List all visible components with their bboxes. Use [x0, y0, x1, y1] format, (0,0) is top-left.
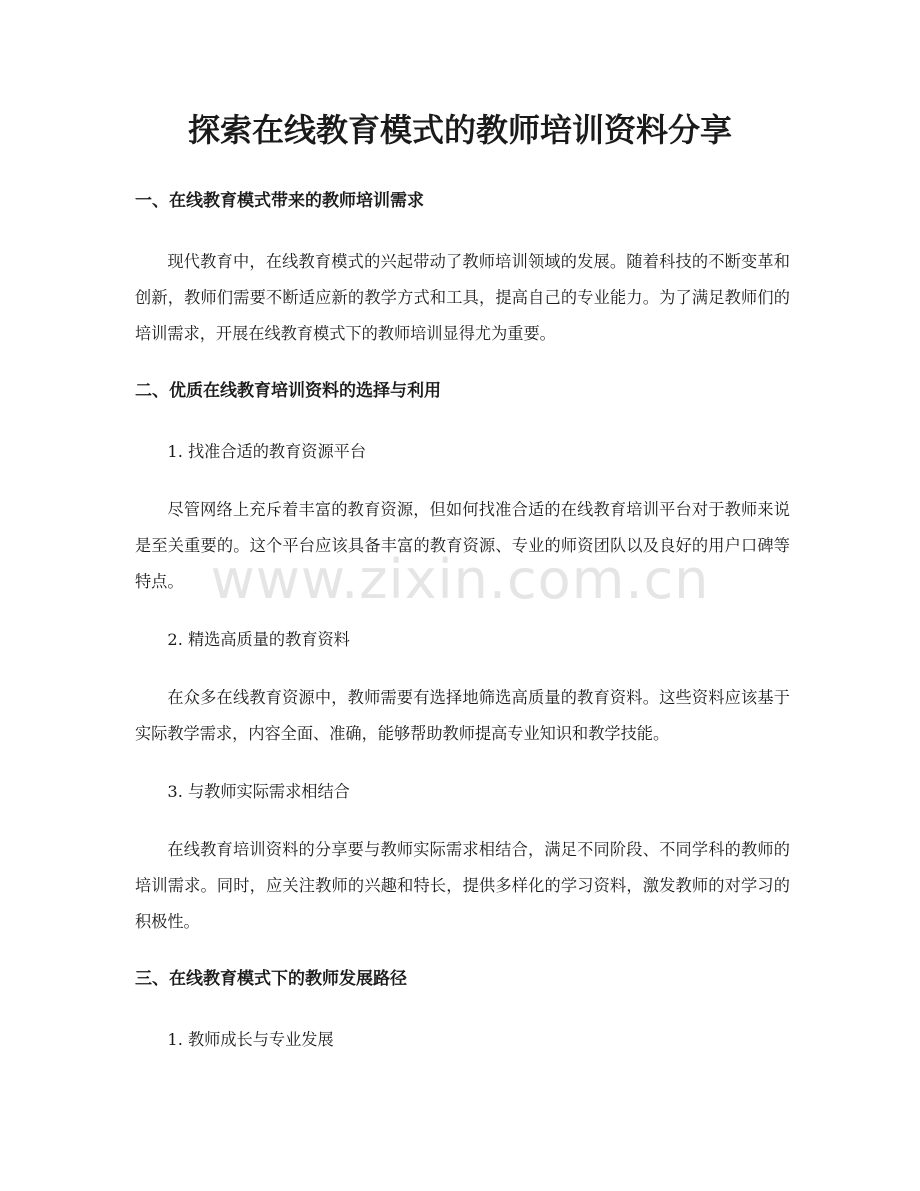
- subsection-2-3-paragraph: 在线教育培训资料的分享要与教师实际需求相结合，满足不同阶段、不同学科的教师的培训需求。同时，应关注教师的兴趣和特长，提供多样化的学习资料，激发教师的对学习的积极性。: [135, 840, 790, 931]
- section-1-paragraph: 现代教育中，在线教育模式的兴起带动了教师培训领域的发展。随着科技的不断变革和创新，教师们需要不断适应新的教学方式和工具，提高自己的专业能力。为了满足教师们的培训需求，开展在线教育模式下的教师培训显得尤为重要。: [135, 252, 790, 343]
- watermark-text: www.zixin.com.cn: [210, 548, 710, 611]
- section-heading-3: 三、在线教育模式下的教师发展路径: [135, 969, 407, 989]
- subsection-title-3-1: 1. 教师成长与专业发展: [167, 1030, 334, 1049]
- subsection-title-2-3: 3. 与教师实际需求相结合: [167, 782, 350, 801]
- subsection-title-2-1: 1. 找准合适的教育资源平台: [167, 442, 367, 461]
- section-heading-2: 二、优质在线教育培训资料的选择与利用: [135, 381, 441, 401]
- subsection-title-2-2: 2. 精选高质量的教育资料: [167, 630, 350, 649]
- document-title: 探索在线教育模式的教师培训资料分享: [187, 111, 732, 149]
- subsection-2-2-paragraph: 在众多在线教育资源中，教师需要有选择地筛选高质量的教育资料。这些资料应该基于实际教学需求，内容全面、准确，能够帮助教师提高专业知识和教学技能。: [135, 688, 790, 743]
- subsection-2-1-paragraph: 尽管网络上充斥着丰富的教育资源，但如何找准合适的在线教育培训平台对于教师来说是至关重要的。这个平台应该具备丰富的教育资源、专业的师资团队以及良好的用户口碑等特点。: [135, 500, 790, 591]
- document-body: [135, 180, 790, 1058]
- section-heading-1: 一、在线教育模式带来的教师培训需求: [135, 191, 424, 211]
